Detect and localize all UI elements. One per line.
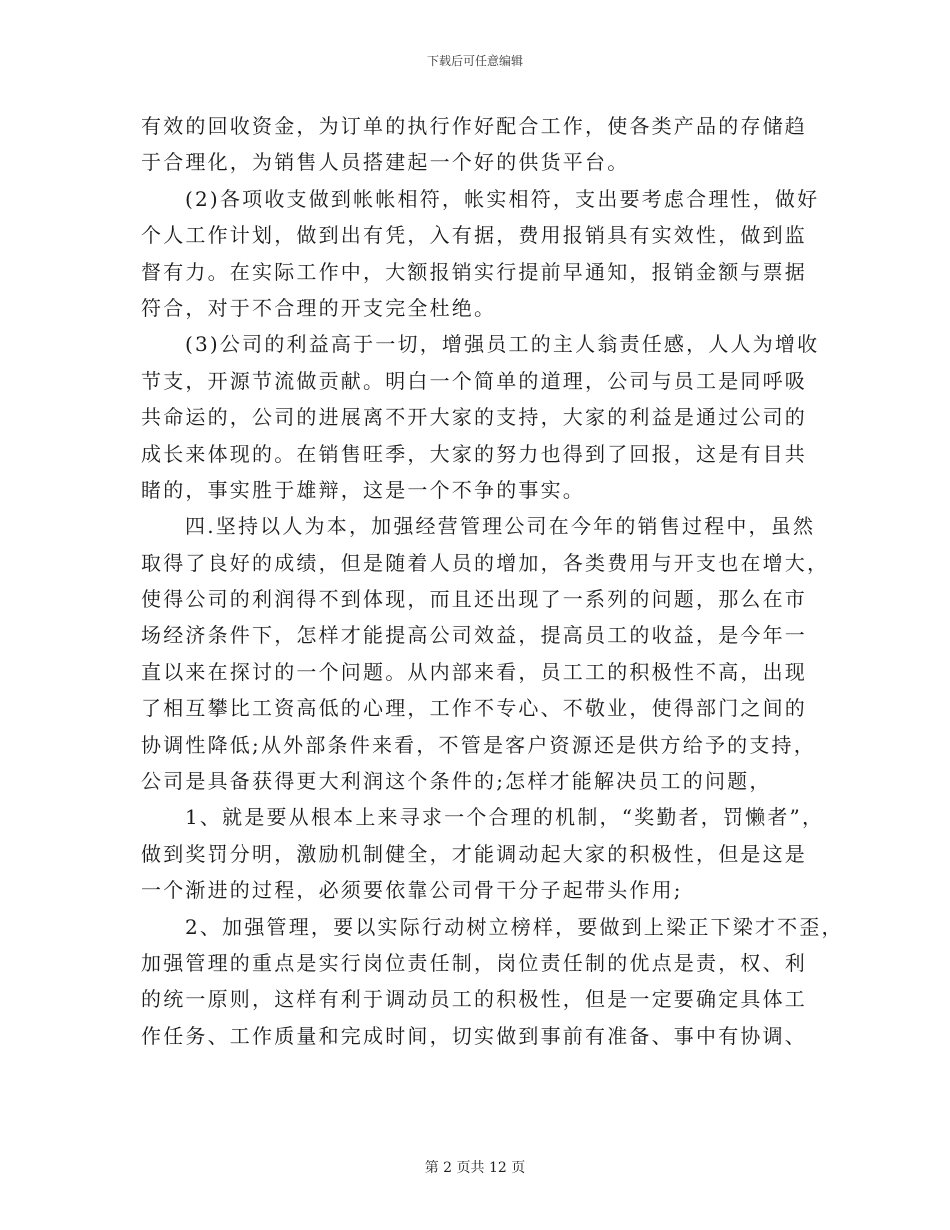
page-footer: 第 2 页共 12 页 bbox=[424, 1160, 526, 1176]
text-line: 使得公司的利润得不到体现，而且还出现了一系列的问题，那么在市 bbox=[141, 587, 807, 612]
text-line: 一个渐进的过程，必须要依靠公司骨干分子起带头作用; bbox=[141, 878, 683, 903]
text-line: 做到奖罚分明，激励机制健全，才能调动起大家的积极性，但是这是 bbox=[141, 841, 807, 866]
text-line: 加强管理的重点是实行岗位责任制，岗位责任制的优点是责，权、利 bbox=[141, 950, 807, 975]
text-line: 于合理化，为销售人员搭建起一个好的供货平台。 bbox=[141, 150, 630, 175]
text-line: 了相互攀比工资高低的心理，工作不专心、不敬业，使得部门之间的 bbox=[141, 696, 807, 721]
text-line: 直以来在探讨的一个问题。从内部来看，员工工的积极性不高，出现 bbox=[141, 659, 807, 684]
text-line: 协调性降低;从外部条件来看，不管是客户资源还是供方给予的支持， bbox=[141, 732, 816, 757]
text-line: 督有力。在实际工作中，大额报销实行提前早通知，报销金额与票据 bbox=[141, 259, 807, 284]
text-line: 睹的，事实胜于雄辩，这是一个不争的事实。 bbox=[141, 477, 585, 502]
text-line: 的统一原则，这样有利于调动员工的积极性，但是一定要确定具体工 bbox=[141, 987, 807, 1012]
paragraph-first-line: 四.坚持以人为本，加强经营管理公司在今年的销售过程中，虽然 bbox=[185, 514, 816, 539]
paragraph-first-line: 1、就是要从根本上来寻求一个合理的机制，“奖勤者，罚懒者”， bbox=[185, 805, 825, 830]
text-line: 取得了良好的成绩，但是随着人员的增加，各类费用与开支也在增大， bbox=[141, 550, 830, 575]
text-line: 有效的回收资金，为订单的执行作好配合工作，使各类产品的存储趋 bbox=[141, 114, 807, 138]
text-line: 公司是具备获得更大利润这个条件的;怎样才能解决员工的问题， bbox=[141, 769, 772, 794]
text-line: 个人工作计划，做到出有凭，入有据，费用报销具有实效性，做到监 bbox=[141, 223, 807, 248]
paragraph-first-line: (3)公司的利益高于一切，增强员工的主人翁责任感，人人为增收 bbox=[185, 332, 820, 357]
page-header: 下载后可任意编辑 bbox=[426, 54, 523, 68]
text-line: 节支，开源节流做贡献。明白一个简单的道理，公司与员工是同呼吸 bbox=[141, 368, 807, 393]
text-line: 成长来体现的。在销售旺季，大家的努力也得到了回报，这是有目共 bbox=[141, 441, 807, 466]
text-line: 场经济条件下，怎样才能提高公司效益，提高员工的收益，是今年一 bbox=[141, 623, 807, 648]
text-line: 符合，对于不合理的开支完全杜绝。 bbox=[141, 295, 497, 320]
text-line: 作任务、工作质量和完成时间，切实做到事前有准备、事中有协调、 bbox=[141, 1023, 807, 1048]
text-line: 共命运的，公司的进展离不开大家的支持，大家的利益是通过公司的 bbox=[141, 405, 807, 430]
paragraph-first-line: 2、加强管理，要以实际行动树立榜样，要做到上梁正下梁才不歪， bbox=[185, 914, 844, 939]
document-body bbox=[141, 108, 844, 1054]
paragraph-first-line: (2)各项收支做到帐帐相符，帐实相符，支出要考虑合理性，做好 bbox=[185, 186, 820, 211]
